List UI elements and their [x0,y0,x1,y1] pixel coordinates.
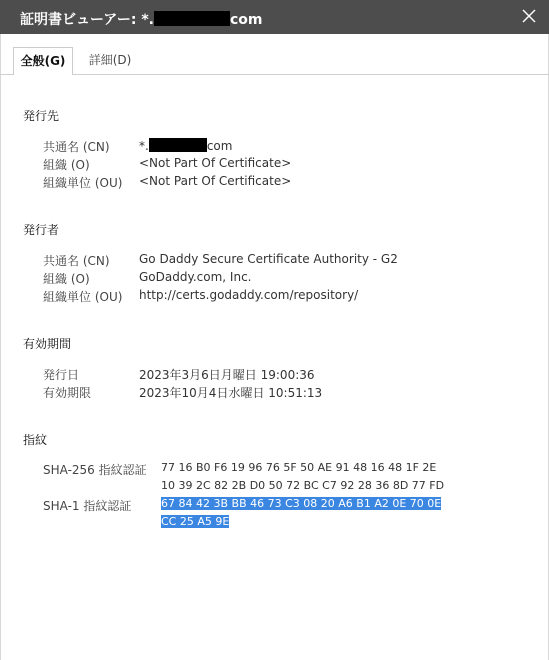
sha1-value[interactable] [161,495,441,531]
sha1-label: SHA-1 指紋認証 [43,499,132,513]
issued-to-cn-prefix: *. [139,139,149,153]
redacted-cn-block [149,138,207,152]
issued-to-heading: 発行先 [23,109,60,123]
sha256-line-1: 77 16 B0 F6 19 96 76 5F 50 AE 91 48 16 48 1F 2E [161,461,437,474]
issued-by-o-value: GoDaddy.com, Inc. [139,270,252,284]
issued-to-cn-suffix: com [206,139,233,153]
window-border-left [0,34,1,660]
title-bar [0,0,549,34]
issued-to-o-label: 組織 (O) [43,158,90,172]
issued-on-label: 発行日 [43,368,80,382]
validity-heading: 有効期間 [23,337,72,351]
issued-by-o-label: 組織 (O) [43,272,90,286]
fingerprints-heading: 指紋 [23,433,48,447]
issued-by-ou-value: http://certs.godaddy.com/repository/ [139,288,359,302]
window-title [20,9,263,29]
expires-on-value: 2023年10月4日水曜日 10:51:13 [139,386,323,400]
tab-divider-left [0,74,13,75]
sha256-value[interactable] [161,459,444,495]
issued-to-cn-label: 共通名 (CN) [43,140,110,154]
tab-strip [13,47,543,75]
issued-by-cn-value: Go Daddy Secure Certificate Authority - G2 [139,252,398,266]
window-title-prefix: 証明書ビューアー: *. [20,12,154,28]
sha1-line-1: 67 84 42 3B BB 46 73 C3 08 20 A6 B1 A2 0E 70 0E [161,497,442,510]
close-icon[interactable] [519,6,539,26]
issued-to-cn-value [139,138,232,153]
tab-details[interactable]: 詳細(D) [88,53,132,67]
issued-by-heading: 発行者 [23,223,60,237]
issued-to-ou-label: 組織単位 (OU) [43,176,123,190]
expires-on-label: 有効期限 [43,386,92,400]
tab-general[interactable]: 全般(G) [13,47,73,75]
issued-by-ou-label: 組織単位 (OU) [43,290,123,304]
sha256-label: SHA-256 指紋認証 [43,463,147,477]
sha256-line-2: 10 39 2C 82 2B D0 50 72 BC C7 92 28 36 8D 77 FD [161,479,445,492]
issued-to-ou-value: <Not Part Of Certificate> [139,174,292,188]
redacted-domain-block [154,11,230,26]
window-title-suffix: com [230,12,263,28]
sha1-line-2: CC 25 A5 9E [161,515,230,528]
issued-by-cn-label: 共通名 (CN) [43,254,110,268]
issued-to-o-value: <Not Part Of Certificate> [139,156,292,170]
issued-on-value: 2023年3月6日月曜日 19:00:36 [139,368,315,382]
tab-divider [73,74,549,75]
close-icon-graphic [519,6,539,26]
